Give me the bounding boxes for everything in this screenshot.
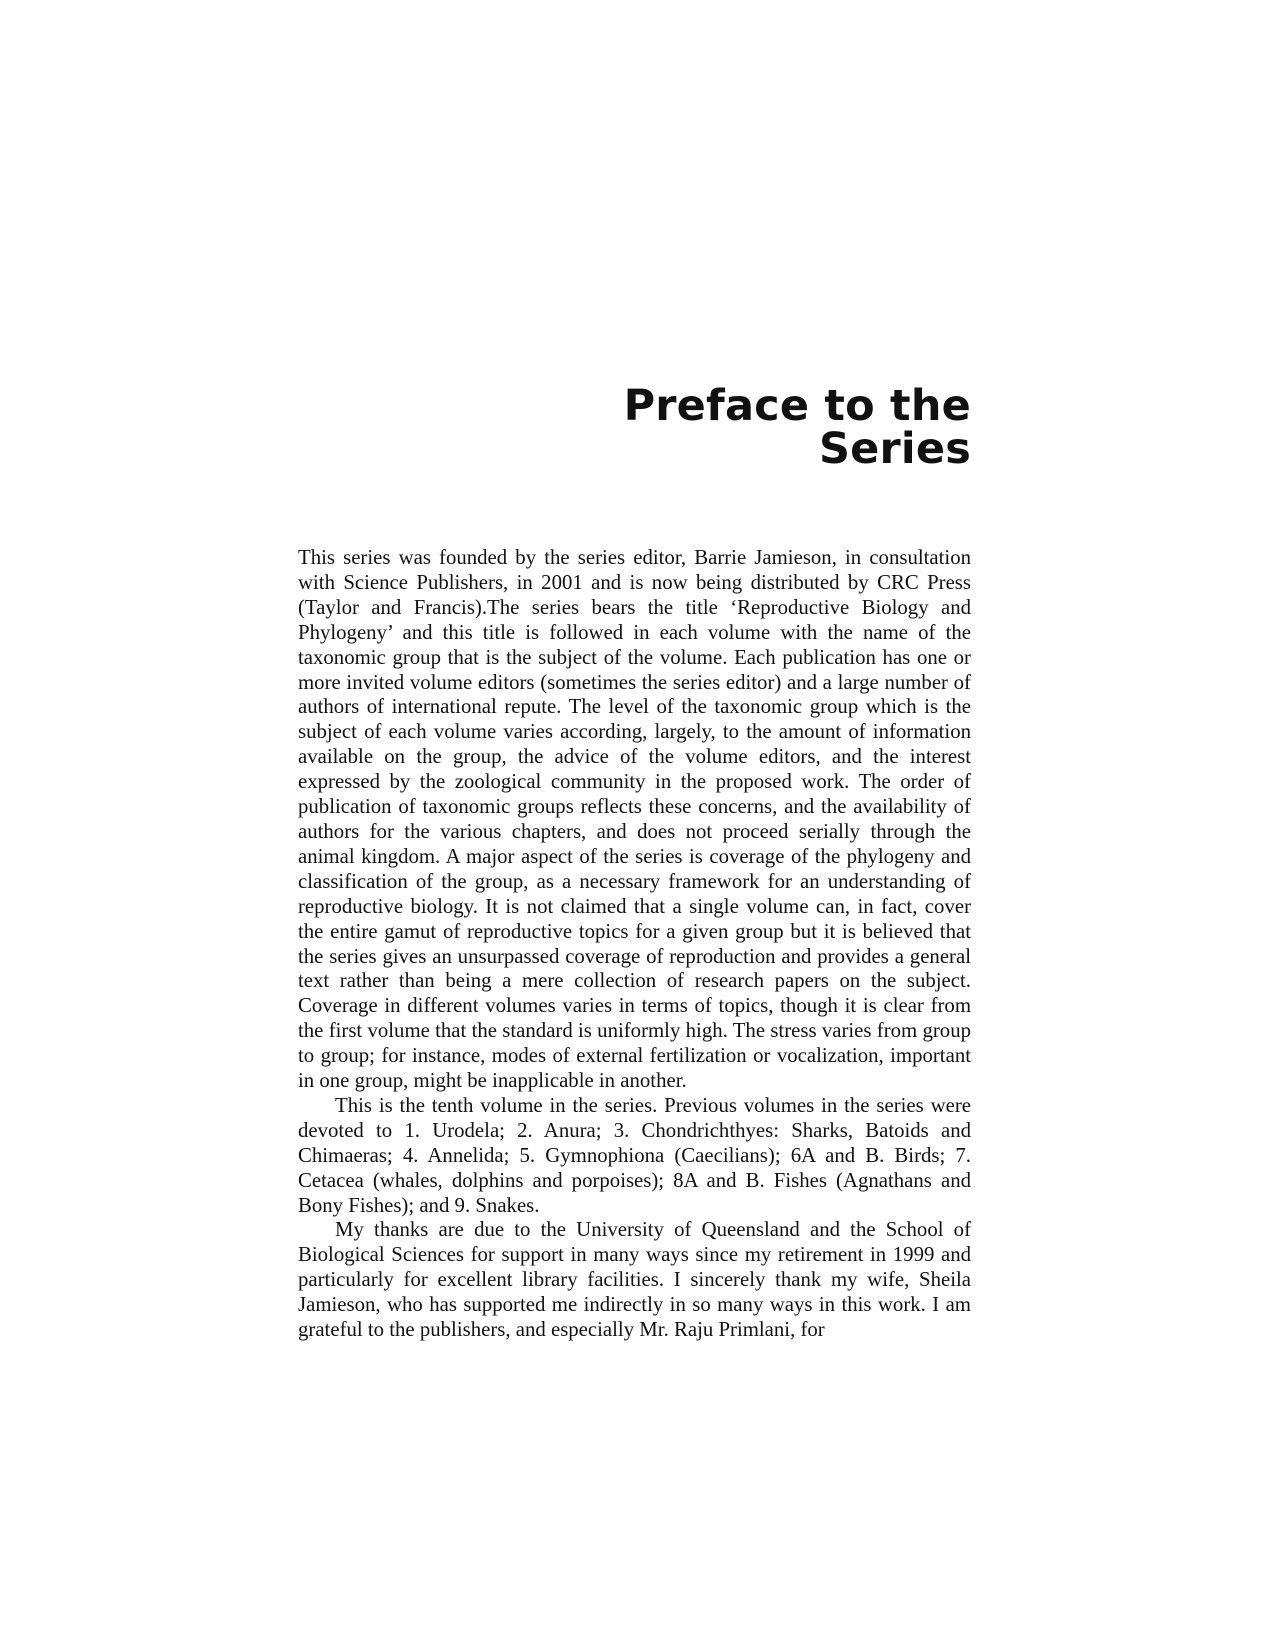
- paragraph-previous-volumes: This is the tenth volume in the series. Previous volumes in the series were devoted to 1. Urodela; 2. Anura; 3. Chondrichthyes: Sharks, Batoids and Chimaeras; 4. Annelida; 5. Gymnophiona (Caecilians); 6A and B. Birds; 7. Cetacea (whales, dolphins and porpoises); 8A and B. Fishes (Agnathans and Bony Fishes); and 9. Snakes.: [298, 1093, 971, 1217]
- preface-body: [298, 546, 971, 1343]
- paragraph-acknowledgements: My thanks are due to the University of Queensland and the School of Biological Sciences for support in many ways since my retirement in 1999 and particularly for excellent library facilities. I sincerely thank my wife, Sheila Jamieson, who has supported me indirectly in so many ways in this work. I am grateful to the publishers, and especially Mr. Raju Primlani, for: [298, 1218, 971, 1342]
- page-title: Preface to the Series: [623, 381, 971, 474]
- paragraph-series-founding: This series was founded by the series editor, Barrie Jamieson, in consultation with Science Publishers, in 2001 and is now being distributed by CRC Press (Taylor and Francis).The series bears the title ‘Reproductive Biology and Phylogeny’ and this title is followed in each volume with the name of the taxonomic group that is the subject of the volume. Each publication has one or more invited volume editors (sometimes the series editor) and a large number of authors of international repute. The level of the taxonomic group which is the subject of each volume varies according, largely, to the amount of information available on the group, the advice of the volume editors, and the interest expressed by the zoological community in the proposed work. The order of publication of taxonomic groups reflects these concerns, and the availability of authors for the various chapters, and does not proceed serially through the animal kingdom. A major aspect of the series is coverage of the phylogeny and classification of the group, as a necessary framework for an understanding of reproductive biology. It is not claimed that a single volume can, in fact, cover the entire gamut of reproductive topics for a given group but it is believed that the series gives an unsurpassed coverage of reproduction and provides a general text rather than being a mere collection of research papers on the subject. Coverage in different volumes varies in terms of topics, though it is clear from the first volume that the standard is uniformly high. The stress varies from group to group; for instance, modes of external fertilization or vocalization, important in one group, might be inapplicable in another.: [298, 546, 971, 1093]
